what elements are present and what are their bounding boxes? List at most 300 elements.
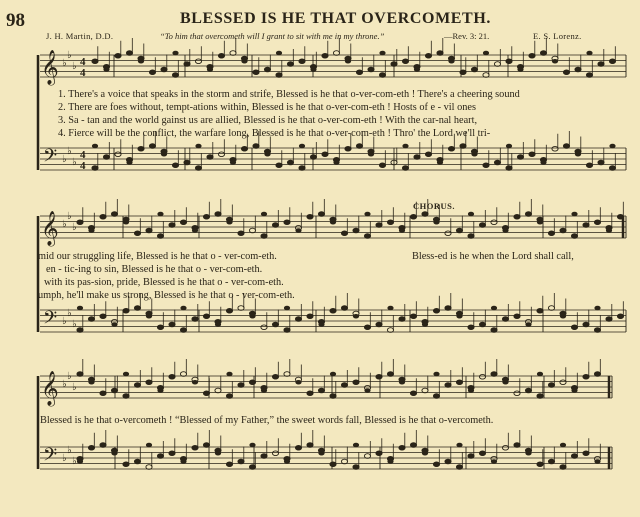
system-1-bass-note (517, 155, 523, 160)
system-3-treble-note (272, 374, 278, 379)
flat-sign: ♭ (72, 456, 77, 467)
system-1-treble-note (598, 62, 604, 67)
system-2-bass-note (376, 322, 382, 327)
scripture-reference: —Rev. 3: 21. (444, 31, 490, 41)
system-1-bass-note (92, 144, 98, 149)
system-3-bass-note (157, 454, 163, 459)
system-3-bass-note (192, 445, 198, 450)
system-2-bass-note (594, 328, 600, 333)
system-2-treble-note (456, 228, 462, 233)
system-2-bass-note (606, 317, 612, 322)
system-3-treble-note (192, 380, 198, 385)
system-2-bass-note (468, 325, 474, 330)
system-1-treble-note (552, 59, 558, 64)
system-1-bass-note (115, 152, 121, 157)
flat-sign: ♭ (67, 146, 72, 157)
system-3-bass-note (399, 445, 405, 450)
flat-sign: ♭ (67, 308, 72, 319)
system-3-treble-note (583, 374, 589, 379)
system-1-treble-note (471, 67, 477, 72)
song-title: BLESSED IS HE THAT OVERCOMETH. (180, 10, 491, 27)
system-2-treble-note (341, 231, 347, 236)
system-1-bass-note (368, 152, 374, 157)
system-2-bass-note (583, 322, 589, 327)
system-2-treble-note (77, 220, 83, 225)
system-2-bass-note (180, 328, 186, 333)
system-1-treble-note (287, 62, 293, 67)
system-2-treble-note (100, 214, 106, 219)
system-2-treble-note (571, 234, 577, 239)
system-2-treble-note (525, 212, 531, 217)
system-1-bass-note (425, 152, 431, 157)
system-3-bass-note (215, 451, 221, 456)
system-2-treble-note (157, 212, 163, 217)
system-3-treble-note (433, 394, 439, 399)
system-3-bass-note (353, 465, 359, 470)
system-3-bass-note (456, 443, 462, 448)
system-2-bass-note (456, 314, 462, 319)
system-2-bass-note (560, 314, 566, 319)
system-3-treble-note (514, 391, 520, 396)
system-2-treble-note (111, 212, 117, 217)
system-3-bass-note (261, 454, 267, 459)
system-3-bass-note (169, 451, 175, 456)
treble-clef: 𝄞 (41, 50, 59, 85)
system-3-treble-note (88, 380, 94, 385)
system-2-bass-note (215, 322, 221, 327)
flat-sign: ♭ (67, 50, 72, 61)
system-3-treble-note (100, 391, 106, 396)
system-1-treble-note (161, 67, 167, 72)
system-3-treble-note (525, 388, 531, 393)
system-2-bass-note (318, 322, 324, 327)
flat-sign: ♭ (62, 154, 67, 165)
system-2-treble-note (215, 212, 221, 217)
system-2-bass-note (249, 314, 255, 319)
system-2-bass-note (514, 314, 520, 319)
system-1-treble-note (264, 67, 270, 72)
verse-1-line-1: 1. There's a voice that speaks in the storm and strife, Blessed is he that o-ver-com-eth ! There's a cheering sound (58, 89, 520, 100)
system-3-treble-note (226, 372, 232, 377)
system-3-bass-note (410, 443, 416, 448)
system-3-treble-note (123, 394, 129, 399)
system-3-bass-note (479, 451, 485, 456)
system-2-treble-note (261, 234, 267, 239)
system-2-treble-note (606, 228, 612, 233)
system-3-treble-note (399, 380, 405, 385)
system-1-treble-note (253, 70, 259, 75)
system-2-bass-note (525, 322, 531, 327)
system-2-treble-note (410, 214, 416, 219)
system-2-treble-note (134, 231, 140, 236)
system-2-bass-note (295, 317, 301, 322)
system-3-treble-note (502, 380, 508, 385)
author-credit: J. H. Martin, D.D. (46, 31, 114, 41)
time-signature-bottom: 4 (80, 67, 86, 79)
system-2-treble-note (295, 228, 301, 233)
system-3-treble-note (537, 394, 543, 399)
system-2-bass-note (226, 308, 232, 313)
system-2-bass-note (502, 317, 508, 322)
system-2-bass-note (192, 317, 198, 322)
system-2-treble-note (318, 212, 324, 217)
system-1-bass-note (540, 160, 546, 165)
system-2-bass-note (571, 325, 577, 330)
system-3-bass-note (180, 459, 186, 464)
system-2-bass-note (537, 308, 543, 313)
system-2-bass-note (134, 306, 140, 311)
system-1-bass-note (552, 146, 558, 151)
system-3-treble-note (318, 388, 324, 393)
system-1-treble-note (310, 67, 316, 72)
system-3-treble-note (491, 372, 497, 377)
system-1-bass-note (310, 155, 316, 160)
system-1-treble-note (195, 59, 201, 64)
system-3-treble-note (456, 380, 462, 385)
system-1-treble-note (575, 67, 581, 72)
system-3-bass-note (88, 445, 94, 450)
system-3-treble-note (123, 372, 129, 377)
system-1-bass-note (149, 144, 155, 149)
system-2-bass-note (410, 314, 416, 319)
system-1-bass-note (483, 163, 489, 168)
system-1-bass-note (253, 144, 259, 149)
system-1-treble-note (563, 70, 569, 75)
system-1-treble-note (391, 62, 397, 67)
system-1-treble-note (379, 73, 385, 78)
system-3-bass-note (100, 443, 106, 448)
system-3-bass-note (249, 443, 255, 448)
system-1-bass-note (207, 155, 213, 160)
system-3-bass-note (111, 451, 117, 456)
system-2-bass-note (88, 317, 94, 322)
system-1-bass-note (402, 166, 408, 171)
system-2-bass-note (123, 308, 129, 313)
system-3-treble-note (238, 383, 244, 388)
system-2-treble-note (514, 214, 520, 219)
system-2-bass-note (77, 306, 83, 311)
system-1-treble-note (172, 73, 178, 78)
system-1-treble-note (356, 70, 362, 75)
system-3-bass-note (433, 462, 439, 467)
epigraph: “To him that overcometh will I grant to sit with me in my throne.” (160, 31, 385, 41)
time-signature-top: 4 (80, 56, 86, 68)
system-3-treble-note (594, 372, 600, 377)
system-2-bass-note (399, 317, 405, 322)
system-1-treble-note (207, 67, 213, 72)
system-3-bass-note (571, 454, 577, 459)
system-3-treble-note (364, 388, 370, 393)
system-1-bass-note (437, 160, 443, 165)
system-1-bass-note (264, 152, 270, 157)
system-2-bass-note (341, 306, 347, 311)
verse-4-line-1: 4. Fierce will be the conflict, the warfare long, Blessed is he that o-ver-com-eth ! Thro' the Lord we'll tri- (58, 128, 491, 139)
bass-clef: 𝄢 (43, 445, 58, 470)
system-1-treble-note (379, 51, 385, 56)
page-number: 98 (6, 10, 25, 31)
system-3-treble-note (468, 388, 474, 393)
system-1-bass-note (345, 146, 351, 151)
system-1-bass-note (494, 160, 500, 165)
system-3-bass-note (123, 462, 129, 467)
system-3-bass-note (238, 459, 244, 464)
system-1-treble-note (529, 53, 535, 58)
system-3-bass-note (583, 451, 589, 456)
system-1-treble-note (586, 73, 592, 78)
system-2-bass-note (157, 325, 163, 330)
system-1-treble-note (586, 51, 592, 56)
system-2-treble-note (169, 223, 175, 228)
system-1-bass-note (609, 166, 615, 171)
system-2-bass-note (261, 325, 267, 330)
flat-sign: ♭ (67, 211, 72, 222)
system-1-treble-note (437, 51, 443, 56)
system-1-treble-note (299, 59, 305, 64)
system-1-treble-note (540, 51, 546, 56)
system-1-bass-note (575, 152, 581, 157)
system-2-treble-note (180, 220, 186, 225)
system-1-treble-note (517, 67, 523, 72)
time-signature-top: 4 (80, 149, 86, 161)
system-3-treble-note (77, 372, 83, 377)
system-1-bass-note (299, 144, 305, 149)
system-3-treble-note (560, 380, 566, 385)
system-1-bass-note (529, 152, 535, 157)
system-1-treble-note (126, 51, 132, 56)
system-1-bass-note (471, 152, 477, 157)
system-3-bass-note (548, 459, 554, 464)
system-1-treble-note (483, 51, 489, 56)
system-2-treble-note (307, 214, 313, 219)
flat-sign: ♭ (67, 445, 72, 456)
system-3-bass-note (491, 459, 497, 464)
system-1-treble-note (138, 59, 144, 64)
system-3-treble-note (537, 372, 543, 377)
system-1-bass-note (218, 152, 224, 157)
system-3-treble-note (146, 380, 152, 385)
system-3-bass-note (514, 443, 520, 448)
system-3-treble-note (249, 380, 255, 385)
system-1-treble-note (115, 53, 121, 58)
system-2-bass-note (169, 322, 175, 327)
verse-2-line-2: en - tic-ing to sin, Blessed is he that o - ver-com-eth. (46, 264, 263, 275)
system-2-bass-note (330, 308, 336, 313)
system-3-treble-note (445, 383, 451, 388)
system-2-treble-note (491, 220, 497, 225)
system-2-treble-note (479, 223, 485, 228)
system-3-treble-note (134, 383, 140, 388)
system-1-treble-note (149, 70, 155, 75)
system-2-treble-note (399, 228, 405, 233)
flat-sign: ♭ (62, 58, 67, 69)
system-1-treble-note (345, 59, 351, 64)
system-2-bass-note (111, 322, 117, 327)
system-1-bass-note (402, 144, 408, 149)
system-1-bass-note (184, 160, 190, 165)
system-3-bass-note (134, 459, 140, 464)
verse-1-line-2: mid our struggling life, Blessed is he that o - ver-com-eth. (38, 251, 277, 262)
chorus-label: CHORUS. (413, 201, 455, 211)
flat-sign: ♭ (67, 371, 72, 382)
system-3-bass-note (422, 451, 428, 456)
system-2-treble-note (238, 231, 244, 236)
system-2-bass-note (77, 328, 83, 333)
flat-sign: ♭ (62, 453, 67, 464)
system-3-bass-note (468, 454, 474, 459)
system-1-bass-note (287, 160, 293, 165)
system-1-treble-note (414, 67, 420, 72)
flat-sign: ♭ (62, 219, 67, 230)
system-3-treble-note (307, 391, 313, 396)
flat-sign: ♭ (72, 61, 77, 72)
system-3-treble-note (548, 383, 554, 388)
bass-clef: 𝄢 (43, 308, 58, 333)
system-3-bass-note (77, 459, 83, 464)
system-2-bass-note (180, 306, 186, 311)
system-3-treble-note (341, 383, 347, 388)
system-1-bass-note (506, 166, 512, 171)
chorus-line-1: Bless-ed is he when the Lord shall call, (412, 251, 574, 262)
system-1-treble-note (218, 53, 224, 58)
system-3-treble-note (353, 380, 359, 385)
system-3-treble-note (571, 388, 577, 393)
system-2-bass-note (203, 314, 209, 319)
system-1-bass-note (195, 166, 201, 171)
system-1-treble-note (172, 51, 178, 56)
system-1-bass-note (333, 160, 339, 165)
system-3-treble-note (169, 374, 175, 379)
flat-sign: ♭ (72, 157, 77, 168)
verse-3-line-2: with its pas-sion, pride, Blessed is he that o - ver-com-eth. (44, 277, 284, 288)
system-1-bass-note (609, 144, 615, 149)
system-3-bass-note (560, 443, 566, 448)
system-2-treble-note (272, 223, 278, 228)
system-2-treble-note (364, 212, 370, 217)
system-3-bass-note (330, 462, 336, 467)
system-1-treble-note (368, 67, 374, 72)
system-3-treble-note (410, 391, 416, 396)
system-2-bass-note (433, 308, 439, 313)
verse-4-line-2: umph, he'll make us strong, Blessed is he that o - ver-com-eth. (38, 290, 295, 301)
system-2-bass-note (100, 314, 106, 319)
system-3-bass-note (525, 451, 531, 456)
system-3-treble-note (203, 391, 209, 396)
system-1-treble-note (402, 59, 408, 64)
bass-clef: 𝄢 (43, 146, 58, 171)
system-2-treble-note (261, 212, 267, 217)
system-3-treble-note (330, 372, 336, 377)
system-3-treble-note (111, 388, 117, 393)
treble-clef: 𝄞 (41, 211, 59, 246)
system-2-treble-note (284, 220, 290, 225)
system-3-treble-note (479, 374, 485, 379)
system-2-treble-note (376, 223, 382, 228)
chorus-line-2: Blessed is he that o-vercometh ! “Blessed of my Father,” the sweet words fall, Blessed is he that o-vercometh. (40, 415, 494, 426)
system-2-bass-note (284, 328, 290, 333)
system-3-treble-note (330, 394, 336, 399)
system-3-bass-note (376, 451, 382, 456)
system-2-bass-note (272, 322, 278, 327)
system-2-treble-note (571, 212, 577, 217)
flat-sign: ♭ (72, 222, 77, 233)
system-1-bass-note (276, 163, 282, 168)
system-3-bass-note (226, 462, 232, 467)
system-3-treble-note (433, 372, 439, 377)
system-2-bass-note (146, 314, 152, 319)
system-1-bass-note (161, 152, 167, 157)
system-2-bass-note (479, 322, 485, 327)
system-1-bass-note (460, 144, 466, 149)
system-1-treble-note (276, 73, 282, 78)
system-1-treble-note (103, 67, 109, 72)
system-3-bass-note (387, 459, 393, 464)
flat-sign: ♭ (72, 319, 77, 330)
system-2-treble-note (364, 234, 370, 239)
composer-credit: E. S. Lorenz. (533, 31, 582, 41)
system-1-bass-note (506, 144, 512, 149)
system-1-treble-note (609, 59, 615, 64)
system-3-bass-note (318, 451, 324, 456)
system-1-treble-note (184, 62, 190, 67)
system-3-treble-note (157, 388, 163, 393)
system-2-bass-note (364, 325, 370, 330)
system-2-bass-note (445, 306, 451, 311)
system-1-treble-note (448, 59, 454, 64)
system-2-bass-note (491, 306, 497, 311)
system-2-treble-note (502, 228, 508, 233)
system-1-bass-note (322, 152, 328, 157)
system-2-treble-note (583, 223, 589, 228)
system-2-treble-note (146, 228, 152, 233)
system-3-bass-note (445, 459, 451, 464)
system-2-treble-note (123, 220, 129, 225)
system-1-bass-note (195, 144, 201, 149)
system-2-treble-note (226, 220, 232, 225)
system-1-bass-note (299, 166, 305, 171)
system-3-bass-note (295, 445, 301, 450)
system-1-bass-note (92, 166, 98, 171)
system-2-treble-note (157, 234, 163, 239)
system-1-bass-note (448, 146, 454, 151)
system-1-treble-note (425, 53, 431, 58)
system-3-treble-note (226, 394, 232, 399)
system-1-bass-note (172, 163, 178, 168)
system-3-treble-note (261, 388, 267, 393)
system-2-treble-note (468, 212, 474, 217)
system-2-treble-note (353, 228, 359, 233)
system-3-bass-note (560, 465, 566, 470)
system-2-bass-note (491, 328, 497, 333)
system-1-bass-note (598, 160, 604, 165)
system-1-treble-note (460, 70, 466, 75)
system-2-treble-note (594, 220, 600, 225)
system-3-bass-note (203, 443, 209, 448)
system-1-bass-note (414, 155, 420, 160)
system-2-treble-note (422, 212, 428, 217)
system-3-treble-note (387, 372, 393, 377)
system-3-bass-note (307, 443, 313, 448)
flat-sign: ♭ (72, 382, 77, 393)
verse-2-line-1: 2. There are foes without, tempt-ations within, Blessed is he that o-ver-com-eth ! Hosts of e - vil ones (58, 102, 476, 113)
system-1-treble-note (322, 53, 328, 58)
system-2-treble-note (330, 220, 336, 225)
system-2-bass-note (617, 314, 623, 319)
system-3-bass-note (353, 443, 359, 448)
verse-3-line-1: 3. Sa - tan and the world gainst us are allied, Blessed is he that o-ver-com-eth ! With the car-nal heart, (58, 115, 478, 126)
system-2-treble-note (537, 220, 543, 225)
flat-sign: ♭ (62, 379, 67, 390)
system-3-bass-note (594, 459, 600, 464)
